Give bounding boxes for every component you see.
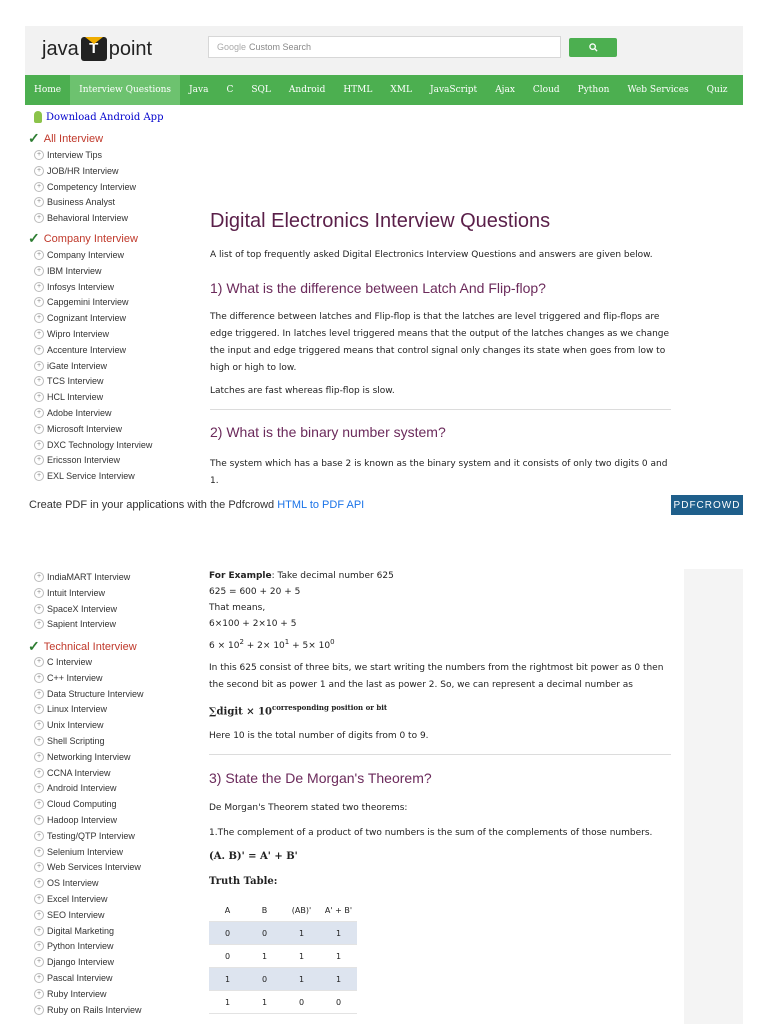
sidebar-item-infosys-interview[interactable] bbox=[34, 280, 114, 294]
truth-table-header-cell: (AB)' bbox=[283, 899, 320, 922]
sidebar-item-interview-tips[interactable] bbox=[34, 148, 102, 162]
text-line: In this 625 consist of three bits, we start writing the numbers from the rightmost bit power as 0 then bbox=[209, 663, 664, 673]
table-cell: 1 bbox=[246, 945, 283, 968]
plus-icon: + bbox=[34, 424, 44, 434]
plus-icon: + bbox=[34, 878, 44, 888]
plus-icon: + bbox=[34, 392, 44, 402]
text-line: 1. bbox=[210, 476, 219, 486]
example-line-2: 625 = 600 + 20 + 5 bbox=[209, 587, 301, 597]
sidebar-item-business-analyst[interactable] bbox=[34, 195, 115, 209]
answer-1b: Latches are fast whereas flip-flop is slow. bbox=[210, 386, 395, 396]
sidebar-item-label: Infosys Interview bbox=[47, 281, 115, 292]
question-3-heading: 3) State the De Morgan's Theorem? bbox=[209, 770, 432, 786]
page-title: Digital Electronics Interview Questions bbox=[210, 210, 551, 232]
plus-icon: + bbox=[34, 345, 44, 355]
paragraph-ten: Here 10 is the total number of digits from 0 to 9. bbox=[209, 731, 429, 741]
plus-icon: + bbox=[34, 297, 44, 307]
main-nav bbox=[25, 75, 743, 105]
sidebar-item-label: Python Interview bbox=[47, 941, 114, 952]
plus-icon: + bbox=[34, 752, 44, 762]
nav-item-interview-questions[interactable]: Interview Questions bbox=[70, 75, 180, 105]
sidebar-item-label: Microsoft Interview bbox=[47, 423, 123, 434]
question-1-heading: 1) What is the difference between Latch And Flip-flop? bbox=[210, 280, 546, 296]
pdfcrowd-button[interactable]: PDFCROWD bbox=[671, 495, 743, 515]
sidebar-item-seo-interview[interactable] bbox=[34, 908, 105, 922]
sidebar-item-label: Linux Interview bbox=[47, 704, 108, 715]
theorem-1: 1.The complement of a product of two numbers is the sum of the complements of those numbers. bbox=[209, 828, 653, 838]
plus-icon: + bbox=[34, 926, 44, 936]
plus-icon: + bbox=[34, 862, 44, 872]
table-cell: 1 bbox=[320, 968, 357, 991]
sidebar-item-indiamart-interview[interactable] bbox=[34, 570, 130, 584]
text-line: The system which has a base 2 is known as the binary system and it consists of only two digits 0 and bbox=[210, 459, 668, 469]
sidebar-item-ericsson-interview[interactable] bbox=[34, 453, 120, 467]
plus-icon: + bbox=[34, 150, 44, 160]
sidebar-item-ruby-interview[interactable] bbox=[34, 987, 107, 1001]
plus-icon: + bbox=[34, 847, 44, 857]
sidebar-item-label: Sapient Interview bbox=[47, 619, 117, 630]
right-margin bbox=[684, 569, 743, 1024]
exp-sup: 1 bbox=[284, 638, 290, 646]
for-example-text: : Take decimal number 625 bbox=[271, 571, 394, 581]
sidebar-section-technical-interview[interactable] bbox=[28, 638, 137, 655]
table-cell: 1 bbox=[246, 991, 283, 1014]
nav-item-android[interactable]: Android bbox=[288, 85, 326, 95]
for-example-label: For Example bbox=[209, 571, 272, 581]
table-cell: 0 bbox=[209, 922, 246, 945]
download-android-app-label: Download Android App bbox=[46, 111, 164, 123]
table-row bbox=[209, 991, 357, 1014]
sidebar-item-excel-interview[interactable] bbox=[34, 892, 108, 906]
sidebar-item-label: TCS Interview bbox=[47, 376, 104, 387]
sidebar-item-label: Web Services Interview bbox=[47, 862, 141, 873]
plus-icon: + bbox=[34, 910, 44, 920]
logo-badge: T bbox=[81, 37, 107, 61]
sidebar-item-label: Wipro Interview bbox=[47, 329, 110, 339]
search-google-label: Google bbox=[217, 42, 247, 52]
text-line: The difference between latches and Flip-flop is that the latches are level triggered and flip-flops are bbox=[210, 312, 660, 322]
truth-table-header bbox=[209, 899, 357, 922]
sidebar-item-ibm-interview[interactable] bbox=[34, 264, 102, 278]
search-input[interactable] bbox=[208, 36, 561, 58]
sidebar-item-shell-scripting[interactable] bbox=[34, 734, 105, 748]
pdfcrowd-footer bbox=[0, 495, 768, 515]
logo[interactable] bbox=[42, 36, 152, 62]
plus-icon: + bbox=[34, 197, 44, 207]
plus-icon: + bbox=[34, 182, 44, 192]
sidebar-item-ccna-interview[interactable] bbox=[34, 766, 111, 780]
sidebar-item-pascal-interview[interactable] bbox=[34, 971, 113, 985]
sidebar-item-sapient-interview[interactable] bbox=[34, 617, 116, 631]
sidebar-section-label: Company Interview bbox=[43, 232, 138, 245]
plus-icon: + bbox=[34, 166, 44, 176]
android-icon bbox=[34, 111, 42, 123]
sidebar-item-ruby-on-rails-interview[interactable] bbox=[34, 1003, 142, 1017]
sidebar-section-label: Technical Interview bbox=[43, 640, 137, 653]
sidebar-item-label: Cognizant Interview bbox=[47, 313, 127, 324]
exp-sup: 2 bbox=[239, 638, 244, 646]
text-line: high or high to low. bbox=[210, 363, 297, 373]
footer-link[interactable]: HTML to PDF API bbox=[277, 499, 365, 511]
sidebar-section-company-interview[interactable] bbox=[28, 230, 138, 247]
plus-icon: + bbox=[34, 604, 44, 614]
table-cell: 1 bbox=[283, 968, 320, 991]
sidebar-item-label: Adobe Interview bbox=[47, 408, 112, 418]
sidebar-item-label: Android Interview bbox=[47, 783, 117, 794]
answer-2 bbox=[210, 456, 690, 490]
sidebar-item-label: HCL Interview bbox=[47, 392, 104, 403]
sidebar-item-label: Digital Marketing bbox=[47, 925, 115, 936]
sidebar-item-hadoop-interview[interactable] bbox=[34, 813, 117, 827]
example-line-3: That means, bbox=[209, 603, 266, 613]
nav-item-ajax[interactable]: Ajax bbox=[495, 85, 515, 95]
sidebar-item-label: Company Interview bbox=[47, 250, 125, 260]
sidebar-item-label: Competency Interview bbox=[47, 181, 137, 192]
example-line-1 bbox=[209, 568, 394, 585]
sidebar-item-company-interview[interactable] bbox=[34, 248, 124, 262]
paragraph-digits bbox=[209, 660, 689, 694]
sidebar-item-label: Intuit Interview bbox=[47, 587, 106, 598]
formula-sup: corresponding position or bit bbox=[272, 703, 388, 712]
sidebar-item-label: Shell Scripting bbox=[47, 736, 105, 746]
sidebar-item-behavioral-interview[interactable] bbox=[34, 211, 128, 225]
sidebar-item-android-interview[interactable] bbox=[34, 781, 117, 795]
sidebar-item-cloud-computing[interactable] bbox=[34, 797, 117, 811]
plus-icon: + bbox=[34, 455, 44, 465]
exp-sup: 0 bbox=[330, 638, 335, 646]
search-icon bbox=[589, 43, 598, 52]
sidebar-section-all-interview[interactable] bbox=[28, 130, 103, 147]
footer-text-plain: Create PDF in your applications with the Pdfcrowd bbox=[29, 499, 275, 511]
sidebar-item-capgemini-interview[interactable] bbox=[34, 295, 129, 309]
sidebar-item-accenture-interview[interactable] bbox=[34, 343, 126, 357]
plus-icon: + bbox=[34, 250, 44, 260]
logo-text-right: point bbox=[108, 37, 153, 60]
nav-item-c[interactable]: C bbox=[226, 85, 234, 95]
demorgan-intro: De Morgan's Theorem stated two theorems: bbox=[209, 803, 408, 813]
nav-item-xml[interactable]: XML bbox=[390, 85, 412, 95]
sidebar-item-label: Behavioral Interview bbox=[47, 213, 129, 224]
example-line-4: 6×100 + 2×10 + 5 bbox=[209, 619, 297, 629]
sidebar-item-label: Unix Interview bbox=[47, 720, 104, 731]
plus-icon: + bbox=[34, 989, 44, 999]
sidebar-item-label: Excel Interview bbox=[47, 894, 108, 904]
plus-icon: + bbox=[34, 1005, 44, 1015]
nav-item-java[interactable]: Java bbox=[189, 85, 209, 95]
divider bbox=[210, 409, 671, 410]
plus-icon: + bbox=[34, 720, 44, 730]
text-line: edge triggered. In latches level triggered means that the output of the latches changes as we change bbox=[210, 329, 670, 339]
table-row bbox=[209, 945, 357, 968]
sidebar-item-label: EXL Service Interview bbox=[47, 471, 135, 482]
sidebar-item-label: Capgemini Interview bbox=[47, 297, 129, 308]
table-cell: 0 bbox=[320, 991, 357, 1014]
download-android-app-link[interactable] bbox=[34, 111, 163, 123]
table-cell: 1 bbox=[283, 945, 320, 968]
sidebar-item-label: JOB/HR Interview bbox=[47, 165, 119, 176]
table-cell: 0 bbox=[209, 945, 246, 968]
table-cell: 1 bbox=[209, 991, 246, 1014]
plus-icon: + bbox=[34, 313, 44, 323]
plus-icon: + bbox=[34, 957, 44, 967]
sidebar-item-tcs-interview[interactable] bbox=[34, 374, 104, 388]
exp-part: + 2× 10 bbox=[243, 641, 285, 651]
nav-item-javascript[interactable]: JavaScript bbox=[429, 85, 478, 95]
sidebar-item-label: Accenture Interview bbox=[47, 344, 127, 355]
table-row bbox=[209, 922, 357, 945]
sidebar-item-unix-interview[interactable] bbox=[34, 718, 104, 732]
intro-text: A list of top frequently asked Digital Electronics Interview Questions and answers are given below. bbox=[210, 250, 653, 260]
nav-item-home[interactable]: Home bbox=[34, 85, 62, 95]
sidebar-item-linux-interview[interactable] bbox=[34, 702, 107, 716]
sum-formula bbox=[209, 703, 387, 717]
sidebar-item-label: Pascal Interview bbox=[47, 973, 113, 983]
sidebar-item-label: iGate Interview bbox=[47, 360, 108, 371]
divider bbox=[209, 754, 671, 755]
table-row bbox=[209, 968, 357, 991]
table-cell: 1 bbox=[320, 922, 357, 945]
exp-part: + 5× 10 bbox=[289, 641, 331, 651]
sidebar-item-os-interview[interactable] bbox=[34, 876, 99, 890]
sidebar-item-job-hr-interview[interactable] bbox=[34, 164, 119, 178]
answer-1 bbox=[210, 309, 690, 377]
plus-icon: + bbox=[34, 408, 44, 418]
nav-item-cloud[interactable]: Cloud bbox=[532, 85, 560, 95]
plus-icon: + bbox=[34, 815, 44, 825]
sidebar-item-label: Ruby on Rails Interview bbox=[47, 1004, 142, 1015]
example-line-5 bbox=[209, 634, 335, 655]
sidebar-item-spacex-interview[interactable] bbox=[34, 602, 117, 616]
nav-item-html[interactable]: HTML bbox=[343, 85, 373, 95]
truth-table-header-cell: A bbox=[209, 899, 246, 922]
checkmark-icon: ✓ bbox=[28, 638, 40, 654]
sidebar-item-cognizant-interview[interactable] bbox=[34, 311, 126, 325]
sidebar-item-competency-interview[interactable] bbox=[34, 180, 136, 194]
sidebar-item-label: OS Interview bbox=[47, 878, 99, 889]
sidebar-item-testing-qtp-interview[interactable] bbox=[34, 829, 135, 843]
search-button[interactable] bbox=[569, 38, 617, 57]
sidebar-item-label: DXC Technology Interview bbox=[47, 439, 153, 450]
table-cell: 1 bbox=[320, 945, 357, 968]
plus-icon: + bbox=[34, 768, 44, 778]
plus-icon: + bbox=[34, 831, 44, 841]
truth-table-header-cell: B bbox=[246, 899, 283, 922]
sidebar-item-label: Testing/QTP Interview bbox=[47, 830, 135, 841]
plus-icon: + bbox=[34, 736, 44, 746]
sidebar-item-dxc-technology-interview[interactable] bbox=[34, 438, 152, 452]
sidebar-item-c-interview[interactable] bbox=[34, 655, 92, 669]
sidebar-item-data-structure-interview[interactable] bbox=[34, 687, 144, 701]
sidebar-item-django-interview[interactable] bbox=[34, 955, 114, 969]
plus-icon: + bbox=[34, 657, 44, 667]
sidebar-item-label: Ruby Interview bbox=[47, 988, 107, 999]
sidebar-item-c-interview[interactable] bbox=[34, 671, 103, 685]
plus-icon: + bbox=[34, 440, 44, 450]
sidebar-item-digital-marketing[interactable] bbox=[34, 924, 114, 938]
plus-icon: + bbox=[34, 941, 44, 951]
sidebar-item-wipro-interview[interactable] bbox=[34, 327, 109, 341]
truth-table-header-cell: A' + B' bbox=[320, 899, 357, 922]
sidebar-item-python-interview[interactable] bbox=[34, 939, 114, 953]
plus-icon: + bbox=[34, 282, 44, 292]
sidebar-item-igate-interview[interactable] bbox=[34, 359, 107, 373]
sidebar-item-selenium-interview[interactable] bbox=[34, 845, 123, 859]
plus-icon: + bbox=[34, 361, 44, 371]
plus-icon: + bbox=[34, 689, 44, 699]
sidebar-item-microsoft-interview[interactable] bbox=[34, 422, 122, 436]
sidebar-item-label: SEO Interview bbox=[47, 909, 105, 920]
sidebar-item-exl-service-interview[interactable] bbox=[34, 469, 135, 483]
footer-text bbox=[29, 499, 364, 511]
plus-icon: + bbox=[34, 213, 44, 223]
truth-table bbox=[209, 899, 357, 1014]
nav-item-quiz[interactable]: Quiz bbox=[706, 85, 728, 95]
sidebar-item-intuit-interview[interactable] bbox=[34, 586, 105, 600]
sidebar-item-label: Networking Interview bbox=[47, 751, 131, 762]
plus-icon: + bbox=[34, 376, 44, 386]
sidebar-item-label: Cloud Computing bbox=[47, 799, 117, 810]
plus-icon: + bbox=[34, 894, 44, 904]
text-line: the input and edge triggered means that control signal only changes its state when goes from low to bbox=[210, 346, 666, 356]
sidebar-item-label: IndiaMART Interview bbox=[47, 572, 131, 582]
table-cell: 1 bbox=[209, 968, 246, 991]
sidebar-item-label: C Interview bbox=[47, 657, 93, 667]
nav-item-python[interactable]: Python bbox=[577, 85, 610, 95]
nav-item-sql[interactable]: SQL bbox=[251, 85, 271, 95]
plus-icon: + bbox=[34, 266, 44, 276]
sidebar-item-adobe-interview[interactable] bbox=[34, 406, 112, 420]
plus-icon: + bbox=[34, 471, 44, 481]
sidebar-item-web-services-interview[interactable] bbox=[34, 860, 141, 874]
plus-icon: + bbox=[34, 329, 44, 339]
sidebar-item-label: Selenium Interview bbox=[47, 846, 124, 857]
sidebar-item-label: Django Interview bbox=[47, 957, 115, 968]
sidebar-item-label: C++ Interview bbox=[47, 672, 103, 683]
plus-icon: + bbox=[34, 704, 44, 714]
text-line: the second bit as power 1 and the last as power 2. So, we can represent a decimal number as bbox=[209, 680, 633, 690]
question-2-heading: 2) What is the binary number system? bbox=[210, 424, 446, 440]
checkmark-icon: ✓ bbox=[28, 130, 40, 146]
sidebar-item-label: SpaceX Interview bbox=[47, 603, 118, 614]
sidebar-item-label: CCNA Interview bbox=[47, 767, 111, 778]
sidebar-item-label: Ericsson Interview bbox=[47, 455, 121, 466]
table-cell: 0 bbox=[283, 991, 320, 1014]
nav-item-web-services[interactable]: Web Services bbox=[627, 85, 689, 95]
table-cell: 0 bbox=[246, 968, 283, 991]
sidebar-item-label: Business Analyst bbox=[47, 197, 116, 208]
search-placeholder: Custom Search bbox=[249, 42, 312, 52]
sidebar-item-networking-interview[interactable] bbox=[34, 750, 131, 764]
table-cell: 0 bbox=[246, 922, 283, 945]
plus-icon: + bbox=[34, 673, 44, 683]
sidebar-item-label: Hadoop Interview bbox=[47, 815, 118, 825]
sidebar-item-hcl-interview[interactable] bbox=[34, 390, 103, 404]
truth-table-label: Truth Table: bbox=[209, 876, 278, 887]
plus-icon: + bbox=[34, 619, 44, 629]
plus-icon: + bbox=[34, 973, 44, 983]
plus-icon: + bbox=[34, 588, 44, 598]
checkmark-icon: ✓ bbox=[28, 230, 40, 246]
plus-icon: + bbox=[34, 783, 44, 793]
demorgan-formula: (A. B)' = A' + B' bbox=[209, 851, 298, 862]
sidebar-item-label: Interview Tips bbox=[47, 150, 103, 160]
plus-icon: + bbox=[34, 799, 44, 809]
plus-icon: + bbox=[34, 572, 44, 582]
sidebar-item-label: IBM Interview bbox=[47, 265, 102, 276]
sidebar-item-label: Data Structure Interview bbox=[47, 688, 144, 699]
formula-base: ∑digit × 10 bbox=[209, 706, 272, 718]
exp-part: 6 × 10 bbox=[209, 641, 240, 651]
sidebar-section-label: All Interview bbox=[43, 132, 104, 145]
table-cell: 1 bbox=[283, 922, 320, 945]
logo-text-left: java bbox=[42, 37, 79, 60]
